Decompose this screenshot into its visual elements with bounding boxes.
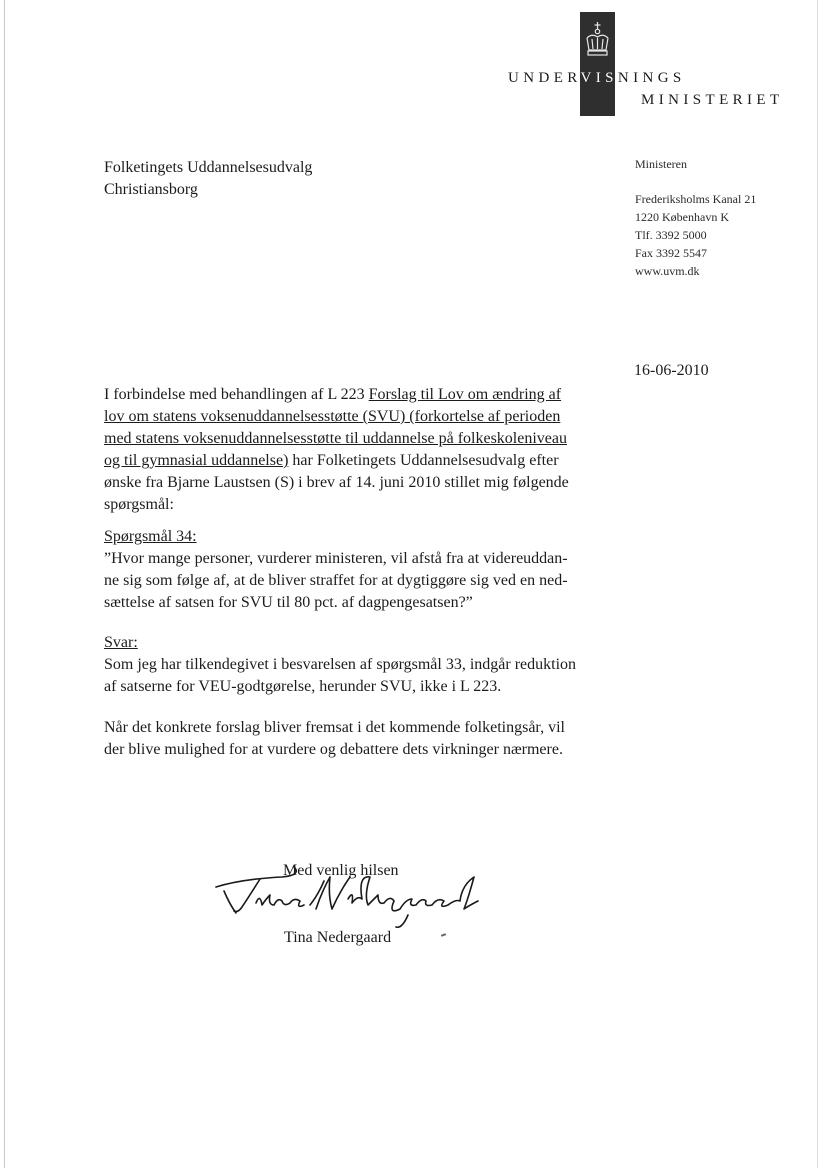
sender-info (635, 155, 756, 280)
question-heading: Spørgsmål 34: (104, 528, 197, 545)
ministry-logo-text-line2: MINISTERIET (641, 92, 784, 108)
recipient-line: Christiansborg (104, 181, 198, 198)
recipient-address (104, 157, 312, 201)
sender-phone: Tlf. 3392 5000 (635, 228, 707, 242)
question-line: ne sig som følge af, at de bliver straffet for at dygtiggøre sig ved en ned- (104, 572, 568, 589)
answer-heading: Svar: (104, 634, 138, 651)
answer-line: Som jeg har tilkendegivet i besvarelsen af spørgsmål 33, indgår reduktion (104, 656, 577, 673)
letter-date: 16-06-2010 (634, 362, 709, 379)
recipient-line: Folketingets Uddannelsesudvalg (104, 159, 313, 176)
closing-greeting: Med venlig hilsen (283, 862, 399, 879)
ministry-logo-block (580, 12, 615, 116)
text-line: og til gymnasial uddannelse) har Folketingets Uddannelsesudvalg efter (104, 452, 559, 469)
sender-address-line: 1220 København K (635, 210, 729, 224)
handwritten-signature (212, 855, 497, 935)
text-line: I forbindelse med behandlingen af L 223 Forslag til Lov om ændring af (104, 386, 562, 403)
intro-paragraph (104, 384, 584, 516)
text-line: der blive mulighed for at vurdere og debattere dets virkninger nærmere. (104, 741, 563, 758)
bill-title-link: med statens voksenuddannelsesstøtte til uddannelse på folkeskoleniveau (104, 430, 567, 447)
bill-title-link: Forslag til Lov om ændring af (368, 386, 562, 403)
ink-mark (441, 933, 446, 937)
sender-website: www.uvm.dk (635, 264, 700, 278)
crown-icon (584, 20, 611, 60)
text-line: Når det konkrete forslag bliver fremsat i det kommende folketingsår, vil (104, 719, 565, 736)
sender-address-line: Frederiksholms Kanal 21 (635, 192, 757, 206)
answer-section (104, 632, 584, 698)
sender-fax: Fax 3392 5547 (635, 246, 707, 260)
bill-title-link: lov om statens voksenuddannelsesstøtte (SVU) (forkortelse af perioden (104, 408, 561, 425)
text-line: ønske fra Bjarne Laustsen (S) i brev af 14. juni 2010 stillet mig følgende (104, 474, 569, 491)
ministry-logo-text-line1: UNDERVISNINGS (508, 70, 686, 86)
question-line: sættelse af satsen for SVU til 80 pct. af dagpengesatsen?” (104, 594, 473, 611)
answer-line: af satserne for VEU-godtgørelse, herunder SVU, ikke i L 223. (104, 678, 502, 695)
page-edge-right (817, 0, 818, 1168)
question-line: ”Hvor mange personer, vurderer ministeren, vil afstå fra at videreuddan- (104, 550, 568, 567)
sender-role: Ministeren (635, 157, 687, 171)
page-edge-left (4, 0, 5, 1168)
question-section (104, 526, 584, 614)
text-line: spørgsmål: (104, 496, 174, 513)
bill-title-link: og til gymnasial uddannelse) (104, 452, 289, 469)
signer-name: Tina Nedergaard (284, 929, 392, 946)
closing-paragraph (104, 717, 584, 761)
